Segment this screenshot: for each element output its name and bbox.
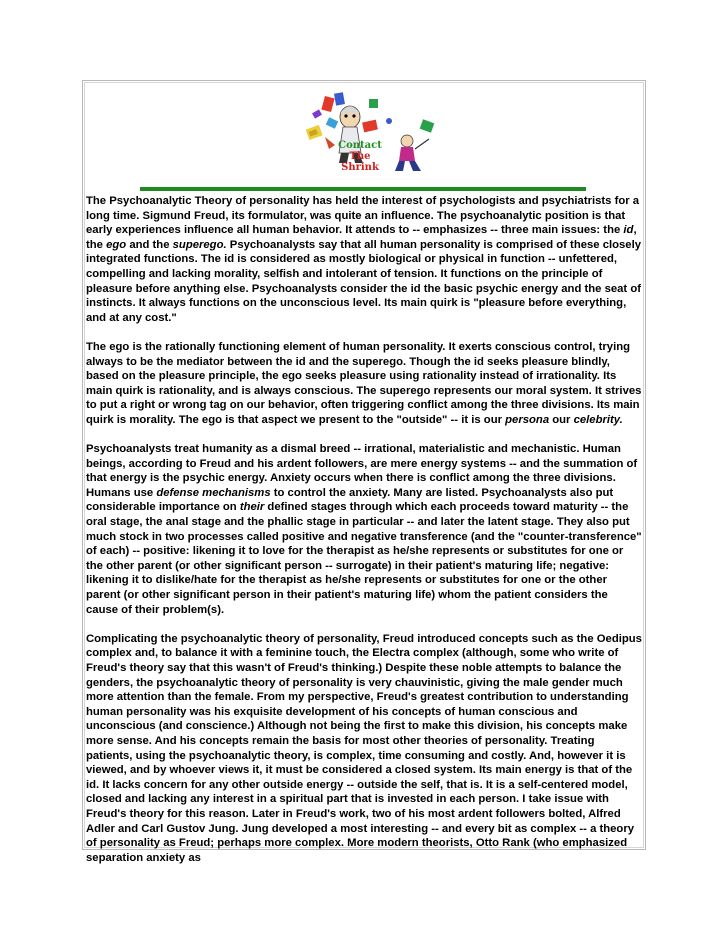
- paragraph-4: [86, 632, 642, 866]
- logo-line-shrink: The Shrink: [341, 151, 379, 173]
- paragraph-text: The Psychoanalytic Theory of personality has held the interest of psychologists and psychiatrists for a long time. Sigmund Freud, its formulator, was quite an influence. The psychoanalytic position is that early experiences influence all human behavior. It attends to -- emphasizes -- three main issues: the: [86, 195, 640, 237]
- paragraph-text: defined stages through which each proceeds toward maturity -- the oral stage, the anal stage and the phallic stage in particular -- and later the latent stage. They also put much stock in two processes called positive and negative transference (and the "counter-transference" of each) -- positive: likening it to love for the therapist as he/she represents or substitutes for one or the other parent (or other significant person -- surrogate) in their patient's maturing life; negative: likening it to dislike/hate for the therapist as he/she represents or substitutes for one or the other parent (or other significant person in their patient's maturing life) whom the patient considers the cause of their problem(s).: [86, 501, 642, 616]
- paragraph-text: ego: [106, 238, 127, 251]
- paragraph-text: Complicating the psychoanalytic theory of personality, Freud introduced concepts such as the Oedipus complex and, to balance it with a feminine touch, the Electra complex (although, some who write of Freud's theory say that this wasn't of Freud's thinking.) Despite these noble attempts to balance the genders, the psychoanalytic theory of personality is very chauvinistic, giving the male gender much more attention than the female. From my perspective, Freud's greatest contribution to understanding human personality was his exquisite development of his concepts of human conscious and unconscious (and conscience.) Although not being the first to make this division, his concepts make more sense. And his concepts remain the basis for most other theories of personality. Treating patients, using the psychoanalytic theory, is complex, time consuming and costly. And, however it is viewed, and by whoever views it, it must be considered a closed system. Its main energy is that of the id. It lacks concern for any other outside energy -- outside the self, that is. It is a self-centered model, closed and lacking any interest in a spiritual part that is invested in each person. I take issue with Freud's theory for this reason. Later in Freud's work, two of his most ardent followers bolted, Alfred Adler and Carl Gustov Jung. Jung developed a most interesting -- and every bit as complex -- a theory of personality as Freud; perhaps more complex. More modern theorists, Otto Rank (who emphasized separation anxiety as: [86, 632, 642, 864]
- paragraph-text: Psychoanalysts say that all human personality is comprised of these closely integrated functions. The id is considered as mostly biological or physical in function -- unfettered, compelling and lacking morality, selfish and intolerant of tension. It functions on the principle of pleasure before anything else. Psychoanalysts consider the id the basic psychic energy and the seat of instincts. It always functions on the unconscious level. Its main quirk is "pleasure before everything, and at any cost.": [86, 238, 642, 324]
- paragraph-text: to control the anxiety. Many are listed. Psychoanalysts also put considerable importance on: [86, 486, 614, 514]
- logo-line-contact: Contact: [338, 140, 382, 151]
- paragraph-text: id: [623, 224, 634, 237]
- paragraph-text: defense mechanisms: [156, 486, 271, 499]
- paragraph-text: celebrity.: [573, 413, 623, 426]
- paragraph-text: their: [239, 501, 265, 514]
- paragraph-1: [86, 194, 642, 325]
- paragraph-text: Psychoanalysts treat humanity as a dismal breed -- irrational, materialistic and mechanistic. Human beings, according to Freud and his ardent followers, are mere energy systems -- and the summation of that energy is the psychic energy. Anxiety occurs when there is conflict among the three divisions. Humans use: [86, 443, 638, 499]
- paragraph-3: [86, 442, 642, 617]
- article-body: [86, 194, 642, 880]
- paragraph-text: , the: [86, 224, 637, 251]
- paragraph-text: persona: [505, 413, 550, 426]
- paragraph-text: and the: [126, 238, 173, 251]
- paragraph-text: superego.: [172, 238, 227, 251]
- logo-title[interactable]: [330, 140, 390, 173]
- green-divider: [140, 187, 586, 191]
- paragraph-text: our: [549, 413, 574, 426]
- paragraph-text: The ego is the rationally functioning element of human personality. It exerts conscious control, trying always to be the mediator between the id and the superego. Though the id seeks pleasure blindly, based on the pleasure principle, the ego seeks pleasure using rationality instead of irrationality. Its main quirk is rationality, and is always conscious. The superego represents our moral system. It strives to put a right or wrong tag on our behavior, often triggering conflict among the three divisions. Its main quirk is morality. The ego is that aspect we present to the "outside" -- it is our: [86, 340, 642, 426]
- paragraph-2: [86, 340, 642, 428]
